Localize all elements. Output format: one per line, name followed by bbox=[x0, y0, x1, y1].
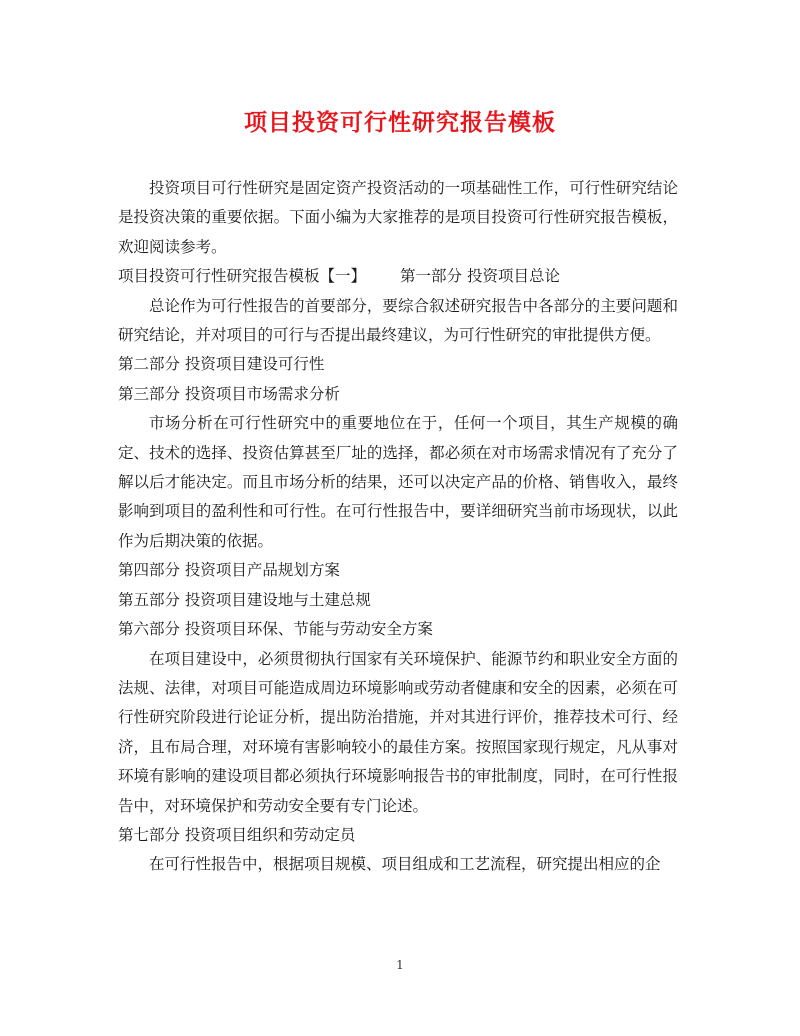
page-number: 1 bbox=[396, 958, 404, 972]
part7-paragraph: 在可行性报告中，根据项目规模、项目组成和工艺流程，研究提出相应的企 bbox=[149, 855, 661, 874]
part6-heading: 第六部分 投资项目环保、节能与劳动安全方案 bbox=[118, 620, 433, 639]
part5-heading: 第五部分 投资项目建设地与土建总规 bbox=[118, 590, 371, 609]
part1-heading: 第一部分 投资项目总论 bbox=[400, 267, 560, 286]
part7-heading: 第七部分 投资项目组织和劳动定员 bbox=[118, 825, 356, 844]
part2-heading: 第二部分 投资项目建设可行性 bbox=[118, 355, 325, 374]
document-body bbox=[118, 174, 678, 880]
template-line bbox=[118, 262, 678, 291]
part1-paragraph: 总论作为可行性报告的首要部分，要综合叙述研究报告中各部分的主要问题和研究结论，并对项目的可行与否提出最终建议，为可行性研究的审批提供方便。 bbox=[118, 296, 678, 345]
template-label: 项目投资可行性研究报告模板【一】 bbox=[118, 267, 367, 286]
document-title: 项目投资可行性研究报告模板 bbox=[244, 109, 556, 136]
part6-paragraph: 在项目建设中，必须贯彻执行国家有关环境保护、能源节约和职业安全方面的法规、法律，对项目可能造成周边环境影响或劳动者健康和安全的因素，必须在可行性研究阶段进行论证分析，提出防治措施，并对其进行评价，推荐技术可行、经济，且布局合理，对环境有害影响较小的最佳方案。按照国家现行规定，凡从事对环境有影响的建设项目都必须执行环境影响报告书的审批制度，同时，在可行性报告中，对环境保护和劳动安全要有专门论述。 bbox=[118, 649, 678, 815]
intro-paragraph: 投资项目可行性研究是固定资产投资活动的一项基础性工作，可行性研究结论是投资决策的重要依据。下面小编为大家推荐的是项目投资可行性研究报告模板，欢迎阅读参考。 bbox=[118, 179, 678, 256]
part3-paragraph: 市场分析在可行性研究中的重要地位在于，任何一个项目，其生产规模的确定、技术的选择、投资估算甚至厂址的选择，都必须在对市场需求情况有了充分了解以后才能决定。而且市场分析的结果，还可以决定产品的价格、销售收入，最终影响到项目的盈利性和可行性。在可行性报告中，要详细研究当前市场现状，以此作为后期决策的依据。 bbox=[118, 414, 678, 550]
part3-heading: 第三部分 投资项目市场需求分析 bbox=[118, 384, 340, 403]
part4-heading: 第四部分 投资项目产品规划方案 bbox=[118, 561, 340, 580]
